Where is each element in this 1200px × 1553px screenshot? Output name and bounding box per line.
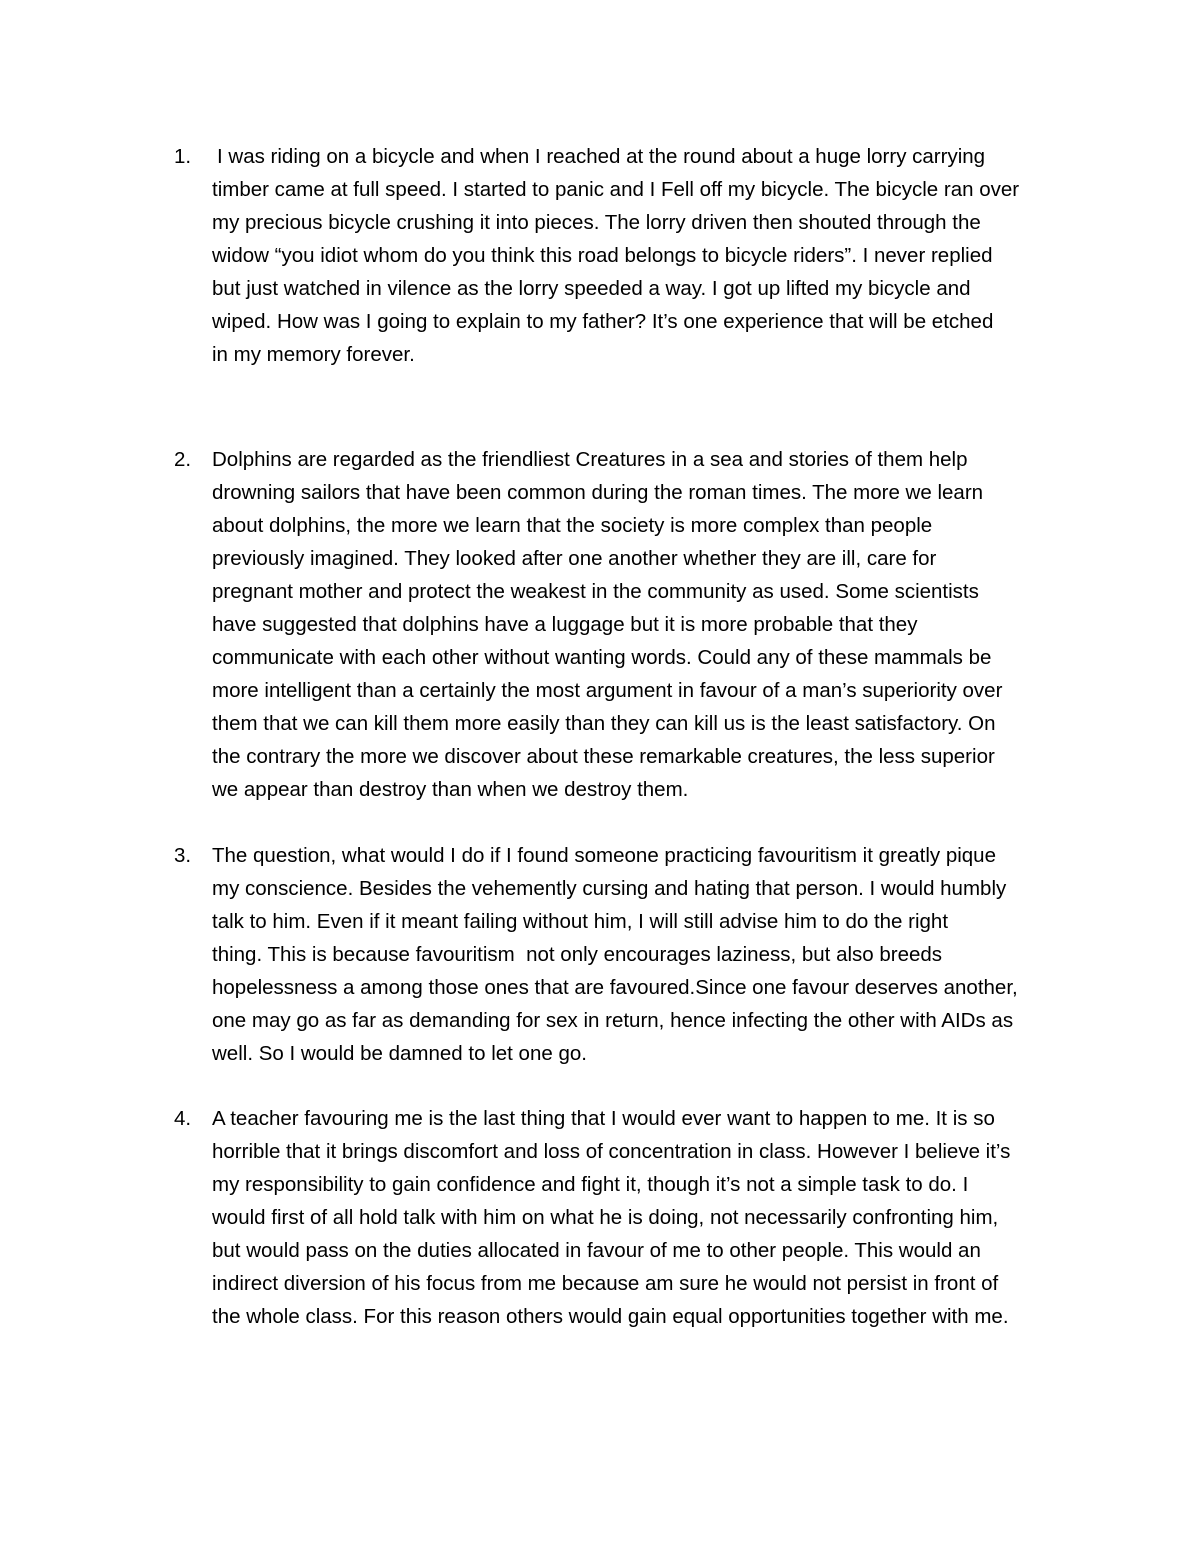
paragraph-text <box>212 1102 1092 1333</box>
text-line: The question, what would I do if I found someone practicing favouritism it greatly pique <box>212 844 996 867</box>
list-number: 2. <box>174 448 192 471</box>
text-line: talk to him. Even if it meant failing without him, I will still advise him to do the right <box>212 910 949 933</box>
text-line: timber came at full speed. I started to panic and I Fell off my bicycle. The bicycle ran over <box>212 178 1020 201</box>
paragraph-text <box>212 140 1092 371</box>
text-line: we appear than destroy than when we destroy them. <box>212 778 689 801</box>
text-line: my responsibility to gain confidence and fight it, though it’s not a simple task to do. I <box>212 1173 969 1196</box>
list-number: 4. <box>174 1107 192 1130</box>
text-line: Dolphins are regarded as the friendliest Creatures in a sea and stories of them help <box>212 448 968 471</box>
text-line: widow “you idiot whom do you think this road belongs to bicycle riders”. I never replied <box>212 244 993 267</box>
text-line: my conscience. Besides the vehemently cursing and hating that person. I would humbly <box>212 877 1007 900</box>
list-number: 1. <box>174 145 192 168</box>
text-line: communicate with each other without wanting words. Could any of these mammals be <box>212 646 992 669</box>
text-line: hopelessness a among those ones that are favoured.Since one favour deserves another, <box>212 976 1018 999</box>
text-line: have suggested that dolphins have a luggage but it is more probable that they <box>212 613 918 636</box>
text-line: thing. This is because favouritism not only encourages laziness, but also breeds <box>212 943 943 966</box>
text-line: more intelligent than a certainly the most argument in favour of a man’s superiority over <box>212 679 1003 702</box>
text-line: pregnant mother and protect the weakest in the community as used. Some scientists <box>212 580 979 603</box>
list-number: 3. <box>174 844 192 867</box>
text-line: would first of all hold talk with him on what he is doing, not necessarily confronting him, <box>212 1206 999 1229</box>
text-line: horrible that it brings discomfort and loss of concentration in class. However I believe it’s <box>212 1140 1011 1163</box>
text-line: them that we can kill them more easily than they can kill us is the least satisfactory. On <box>212 712 996 735</box>
text-line: the whole class. For this reason others would gain equal opportunities together with me. <box>212 1305 1009 1328</box>
paragraph-text <box>212 443 1092 806</box>
paragraph-text <box>212 839 1092 1070</box>
text-line: but just watched in vilence as the lorry speeded a way. I got up lifted my bicycle and <box>212 277 971 300</box>
text-line: indirect diversion of his focus from me because am sure he would not persist in front of <box>212 1272 999 1295</box>
text-line: my precious bicycle crushing it into pieces. The lorry driven then shouted through the <box>212 211 981 234</box>
text-line: wiped. How was I going to explain to my father? It’s one experience that will be etched <box>212 310 994 333</box>
text-line: I was riding on a bicycle and when I reached at the round about a huge lorry carrying <box>217 145 986 168</box>
text-line: one may go as far as demanding for sex in return, hence infecting the other with AIDs as <box>212 1009 1014 1032</box>
text-line: A teacher favouring me is the last thing that I would ever want to happen to me. It is so <box>212 1107 995 1130</box>
text-line: about dolphins, the more we learn that the society is more complex than people <box>212 514 933 537</box>
text-line: but would pass on the duties allocated in favour of me to other people. This would an <box>212 1239 981 1262</box>
text-line: previously imagined. They looked after one another whether they are ill, care for <box>212 547 937 570</box>
text-line: in my memory forever. <box>212 343 415 366</box>
text-line: well. So I would be damned to let one go. <box>212 1042 587 1065</box>
text-line: drowning sailors that have been common during the roman times. The more we learn <box>212 481 984 504</box>
text-line: the contrary the more we discover about these remarkable creatures, the less superior <box>212 745 995 768</box>
